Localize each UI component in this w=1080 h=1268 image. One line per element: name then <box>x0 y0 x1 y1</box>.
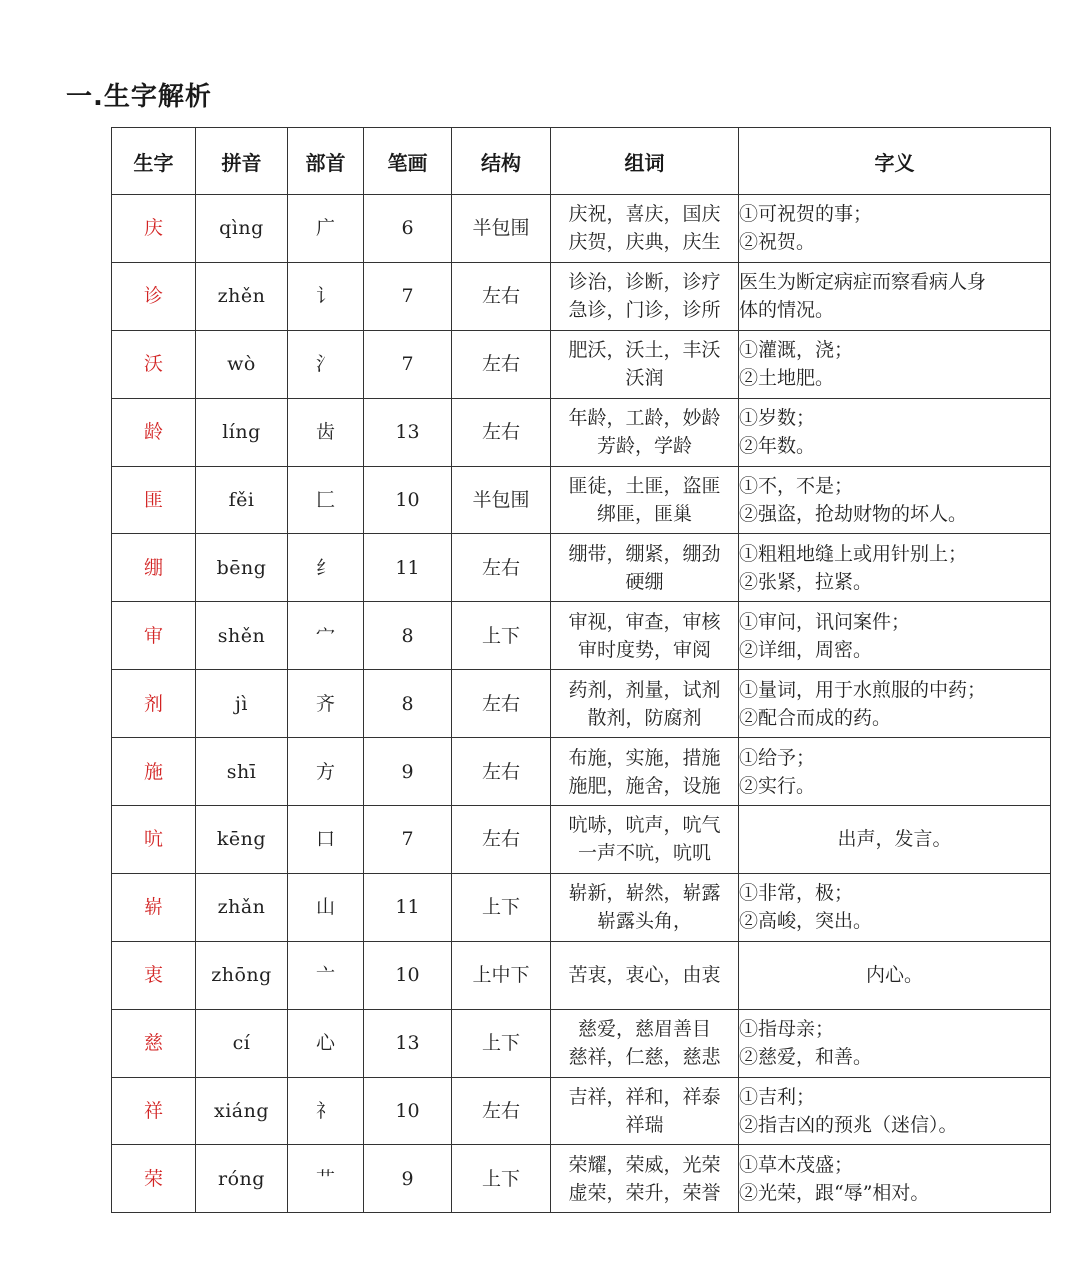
header-meaning: 字义 <box>739 128 1051 195</box>
words-cell <box>551 738 739 806</box>
char-cell: 祥 <box>112 1077 196 1145</box>
meaning-line: ②土地肥。 <box>739 367 835 390</box>
radical-cell: 礻 <box>288 1077 364 1145</box>
radical-cell: 讠 <box>288 262 364 330</box>
char-cell: 荣 <box>112 1145 196 1213</box>
radical-cell: 亠 <box>288 941 364 1009</box>
vocab-body <box>112 195 1051 1213</box>
strokes-cell: 13 <box>364 1009 452 1077</box>
pinyin-cell: zhěn <box>196 262 288 330</box>
structure-cell: 上下 <box>452 1009 551 1077</box>
meaning-line: ②张紧，拉紧。 <box>739 570 873 593</box>
meaning-line: ①粗粗地缝上或用针别上； <box>739 542 968 565</box>
meaning-cell <box>739 738 1051 806</box>
char-cell: 慈 <box>112 1009 196 1077</box>
structure-cell: 左右 <box>452 738 551 806</box>
header-pinyin: 拼音 <box>196 128 288 195</box>
pinyin-cell: zhōng <box>196 941 288 1009</box>
table-row <box>112 534 1051 602</box>
section-title: 一.生字解析 <box>66 82 212 112</box>
word-line: 吭哧，吭声，吭气 <box>568 814 721 837</box>
meaning-line: ①草木茂盛； <box>739 1153 854 1176</box>
pinyin-cell: jì <box>196 670 288 738</box>
strokes-cell: 10 <box>364 466 452 534</box>
meaning-line: ①吉利； <box>739 1086 816 1109</box>
words-cell <box>551 806 739 874</box>
table-row <box>112 1077 1051 1145</box>
words-cell <box>551 534 739 602</box>
meaning-line: ②年数。 <box>739 435 816 458</box>
words-cell <box>551 262 739 330</box>
words-cell <box>551 1077 739 1145</box>
meaning-line: ①岁数； <box>739 407 816 430</box>
meaning-line: ①非常，极； <box>739 882 854 905</box>
char-cell: 剂 <box>112 670 196 738</box>
meaning-cell <box>739 466 1051 534</box>
char-cell: 绷 <box>112 534 196 602</box>
radical-cell: 艹 <box>288 1145 364 1213</box>
structure-cell: 上下 <box>452 1145 551 1213</box>
meaning-cell <box>739 670 1051 738</box>
words-cell <box>551 466 739 534</box>
word-line: 布施，实施，措施 <box>568 746 721 769</box>
words-cell <box>551 670 739 738</box>
char-cell: 衷 <box>112 941 196 1009</box>
word-line: 慈祥，仁慈，慈悲 <box>568 1046 721 1069</box>
strokes-cell: 7 <box>364 262 452 330</box>
words-cell <box>551 873 739 941</box>
table-row <box>112 806 1051 874</box>
header-char: 生字 <box>112 128 196 195</box>
word-line: 审时度势，审阅 <box>577 638 711 661</box>
meaning-line: ①不，不是； <box>739 475 854 497</box>
pinyin-cell: wò <box>196 330 288 398</box>
words-cell <box>551 941 739 1009</box>
meaning-cell <box>739 602 1051 670</box>
word-line: 祥瑞 <box>625 1114 664 1137</box>
meaning-line: ①给予； <box>739 746 816 769</box>
radical-cell: 匚 <box>288 466 364 534</box>
words-cell <box>551 330 739 398</box>
structure-cell: 半包围 <box>452 466 551 534</box>
word-line: 芳龄，学龄 <box>596 435 692 458</box>
meaning-cell <box>739 873 1051 941</box>
meaning-line: ①量词，用于水煎服的中药； <box>739 678 987 701</box>
header-radical: 部首 <box>288 128 364 195</box>
char-cell: 匪 <box>112 466 196 534</box>
table-row <box>112 873 1051 941</box>
meaning-cell <box>739 1009 1051 1077</box>
words-cell <box>551 195 739 263</box>
table-row <box>112 330 1051 398</box>
meaning-line: ②强盗，抢劫财物的坏人。 <box>739 503 968 525</box>
word-line: 沃润 <box>625 367 664 390</box>
word-line: 急诊，门诊，诊所 <box>568 299 721 322</box>
word-line: 崭露头角， <box>596 910 692 933</box>
table-row <box>112 262 1051 330</box>
char-cell: 诊 <box>112 262 196 330</box>
structure-cell: 上下 <box>452 873 551 941</box>
structure-cell: 左右 <box>452 262 551 330</box>
strokes-cell: 9 <box>364 1145 452 1213</box>
pinyin-cell: zhǎn <box>196 873 288 941</box>
pinyin-cell: bēng <box>196 534 288 602</box>
word-line: 苦衷，衷心，由衷 <box>568 964 721 987</box>
structure-cell: 上中下 <box>452 941 551 1009</box>
words-cell <box>551 602 739 670</box>
strokes-cell: 11 <box>364 534 452 602</box>
table-row <box>112 1009 1051 1077</box>
meaning-line: 出声，发言。 <box>837 828 952 851</box>
header-structure: 结构 <box>452 128 551 195</box>
meaning-line: ②指吉凶的预兆（迷信）。 <box>739 1114 958 1137</box>
strokes-cell: 10 <box>364 941 452 1009</box>
word-line: 肥沃，沃土，丰沃 <box>568 339 721 362</box>
strokes-cell: 7 <box>364 330 452 398</box>
pinyin-cell: shī <box>196 738 288 806</box>
words-cell <box>551 1145 739 1213</box>
meaning-cell <box>739 534 1051 602</box>
radical-cell: 齐 <box>288 670 364 738</box>
meaning-cell <box>739 330 1051 398</box>
meaning-line: ①可祝贺的事； <box>739 203 873 226</box>
char-cell: 沃 <box>112 330 196 398</box>
words-cell <box>551 1009 739 1077</box>
strokes-cell: 10 <box>364 1077 452 1145</box>
table-row <box>112 398 1051 466</box>
pinyin-cell: líng <box>196 398 288 466</box>
meaning-line: ②配合而成的药。 <box>739 706 892 729</box>
word-line: 庆贺，庆典，庆生 <box>568 231 721 254</box>
char-cell: 吭 <box>112 806 196 874</box>
word-line: 崭新，崭然，崭露 <box>568 882 721 905</box>
meaning-line: ②光荣，跟“辱”相对。 <box>739 1181 930 1204</box>
pinyin-cell: shěn <box>196 602 288 670</box>
structure-cell: 左右 <box>452 534 551 602</box>
table-row <box>112 602 1051 670</box>
table-row <box>112 941 1051 1009</box>
vocab-table <box>111 127 1051 1213</box>
meaning-line: 体的情况。 <box>739 299 835 322</box>
pinyin-cell: qìng <box>196 195 288 263</box>
meaning-line: ②慈爱，和善。 <box>739 1046 873 1069</box>
strokes-cell: 8 <box>364 670 452 738</box>
word-line: 散剂，防腐剂 <box>587 706 702 729</box>
structure-cell: 半包围 <box>452 195 551 263</box>
word-line: 审视，审查，审核 <box>568 610 721 633</box>
char-cell: 龄 <box>112 398 196 466</box>
char-cell: 崭 <box>112 873 196 941</box>
char-cell: 审 <box>112 602 196 670</box>
word-line: 慈爱，慈眉善目 <box>577 1018 711 1041</box>
word-line: 荣耀，荣威，光荣 <box>568 1153 721 1176</box>
radical-cell: 山 <box>288 873 364 941</box>
structure-cell: 左右 <box>452 398 551 466</box>
word-line: 匪徒，土匪，盗匪 <box>568 475 721 497</box>
radical-cell: 方 <box>288 738 364 806</box>
table-row <box>112 670 1051 738</box>
word-line: 虚荣，荣升，荣誉 <box>568 1181 721 1204</box>
radical-cell: 齿 <box>288 398 364 466</box>
char-cell: 施 <box>112 738 196 806</box>
structure-cell: 左右 <box>452 1077 551 1145</box>
word-line: 一声不吭，吭叽 <box>577 842 711 865</box>
pinyin-cell: xiáng <box>196 1077 288 1145</box>
word-line: 药剂，剂量，试剂 <box>568 678 721 701</box>
meaning-cell <box>739 1077 1051 1145</box>
structure-cell: 上下 <box>452 602 551 670</box>
meaning-line: ①灌溉，浇； <box>739 339 854 362</box>
word-line: 施肥，施舍，设施 <box>568 774 721 797</box>
radical-cell: 口 <box>288 806 364 874</box>
word-line: 绑匪，匪巢 <box>596 503 692 525</box>
meaning-line: ②高峻，突出。 <box>739 910 873 933</box>
meaning-cell <box>739 398 1051 466</box>
structure-cell: 左右 <box>452 806 551 874</box>
word-line: 吉祥，祥和，祥泰 <box>568 1086 721 1109</box>
meaning-line: ①指母亲； <box>739 1018 835 1041</box>
structure-cell: 左右 <box>452 670 551 738</box>
word-line: 年龄，工龄，妙龄 <box>568 407 721 430</box>
strokes-cell: 11 <box>364 873 452 941</box>
pinyin-cell: kēng <box>196 806 288 874</box>
meaning-line: 内心。 <box>865 964 923 987</box>
radical-cell: 纟 <box>288 534 364 602</box>
header-strokes: 笔画 <box>364 128 452 195</box>
pinyin-cell: cí <box>196 1009 288 1077</box>
structure-cell: 左右 <box>452 330 551 398</box>
pinyin-cell: fěi <box>196 466 288 534</box>
radical-cell: 宀 <box>288 602 364 670</box>
meaning-cell <box>739 941 1051 1009</box>
meaning-line: ②实行。 <box>739 774 816 797</box>
strokes-cell: 8 <box>364 602 452 670</box>
meaning-line: ②祝贺。 <box>739 231 816 254</box>
strokes-cell: 6 <box>364 195 452 263</box>
table-row <box>112 466 1051 534</box>
word-line: 诊治，诊断，诊疗 <box>568 271 721 294</box>
radical-cell: 心 <box>288 1009 364 1077</box>
word-line: 绷带，绷紧，绷劲 <box>568 542 721 565</box>
meaning-cell <box>739 262 1051 330</box>
word-line: 硬绷 <box>625 570 664 593</box>
strokes-cell: 9 <box>364 738 452 806</box>
meaning-line: 医生为断定病症而察看病人身 <box>739 271 987 294</box>
strokes-cell: 13 <box>364 398 452 466</box>
header-row <box>112 128 1051 195</box>
char-cell: 庆 <box>112 195 196 263</box>
meaning-line: ②详细，周密。 <box>739 638 873 661</box>
meaning-cell <box>739 1145 1051 1213</box>
header-words: 组词 <box>551 128 739 195</box>
table-row <box>112 195 1051 263</box>
table-row <box>112 738 1051 806</box>
pinyin-cell: róng <box>196 1145 288 1213</box>
strokes-cell: 7 <box>364 806 452 874</box>
radical-cell: 广 <box>288 195 364 263</box>
meaning-cell <box>739 806 1051 874</box>
words-cell <box>551 398 739 466</box>
radical-cell: 氵 <box>288 330 364 398</box>
word-line: 庆祝，喜庆，国庆 <box>568 203 721 226</box>
table-row <box>112 1145 1051 1213</box>
meaning-cell <box>739 195 1051 263</box>
meaning-line: ①审问，讯问案件； <box>739 610 911 633</box>
